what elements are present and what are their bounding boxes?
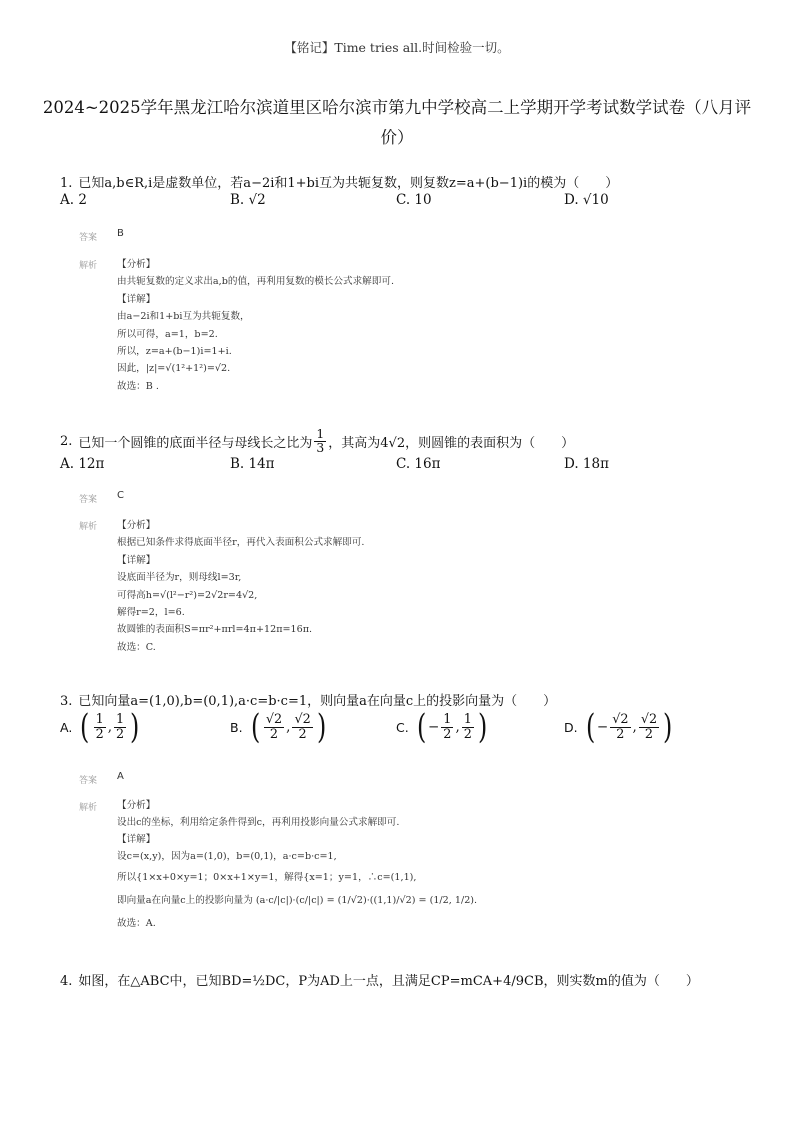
- solution-line: 可得高h=√(l²−r²)=2√2r=4√2,: [117, 589, 258, 601]
- analysis-label: 解析: [79, 261, 98, 271]
- question-text: 已知向量a=(1,0),b=(0,1),a·c=b·c=1，则向量a在向量c上的投影向量为（ ）: [78, 694, 557, 709]
- q2-option-b: B. 14π: [230, 456, 275, 472]
- q2-option-a: A. 12π: [60, 456, 105, 472]
- solution-line: 设c=(x,y)，因为a=(1,0)，b=(0,1)，a·c=b·c=1,: [117, 851, 337, 862]
- ratio-fraction: $\frac{1}{3}$: [316, 427, 325, 455]
- analysis-label: 解析: [79, 803, 98, 813]
- solution-line: 即向量a在向量c上的投影向量为 (a·c/|c|)·(c/|c|) = (1/√2)·((1,1)/√2) = (1/2, 1/2).: [117, 895, 478, 906]
- q1-option-b: B. √2: [230, 192, 266, 208]
- solution-line: 故选：A.: [117, 918, 156, 929]
- question-text: 已知a,b∈R,i是虚数单位，若a−2i和1+bi互为共轭复数，则复数z=a+(b−1)i的模为（ ）: [78, 176, 619, 191]
- q2-answer: C: [117, 490, 124, 501]
- solution-line: 根据已知条件求得底面半径r，再代入表面积公式求解即可.: [117, 537, 365, 549]
- question-number: 4.: [60, 974, 73, 989]
- question-1-stem: [60, 172, 618, 191]
- q2-option-c: C. 16π: [396, 456, 441, 472]
- answer-label: 答案: [79, 495, 98, 505]
- solution-line: 所以可得，a=1，b=2.: [117, 328, 218, 340]
- solution-line: 解得r=2，l=6.: [117, 607, 185, 619]
- q1-option-d: D. √10: [564, 192, 609, 208]
- analysis-label: 解析: [79, 522, 98, 532]
- q3-option-a: A. ( $\frac{1}{2}$ , $\frac{1}{2}$ ): [60, 707, 140, 747]
- q2-solution: [117, 517, 364, 656]
- solution-line: 【分析】: [117, 800, 156, 811]
- solution-line: 设出c的坐标，利用给定条件得到c，再利用投影向量公式求解即可.: [117, 817, 400, 828]
- q1-option-c: C. 10: [396, 192, 432, 208]
- solution-line: 设底面半径为r，则母线l=3r,: [117, 572, 242, 584]
- solution-line: 所以{1×x+0×y=1；0×x+1×y=1，解得{x=1；y=1，∴c=(1,1),: [117, 872, 417, 883]
- q1-option-a: A. 2: [60, 192, 87, 208]
- question-text: ，其高为4√2，则圆锥的表面积为（ ）: [328, 435, 575, 451]
- q1-answer: B: [117, 228, 124, 239]
- q3-option-b: B. ( $\frac{√2}{2}$ , $\frac{√2}{2}$ ): [230, 707, 327, 747]
- answer-label: 答案: [79, 776, 98, 786]
- solution-line: 所以，z=a+(b−1)i=1+i.: [117, 346, 232, 358]
- solution-line: 由a−2i和1+bi互为共轭复数，: [117, 311, 250, 323]
- answer-label: 答案: [79, 233, 98, 243]
- q3-answer: A: [117, 771, 124, 782]
- q2-option-d: D. 18π: [564, 456, 609, 472]
- q3-solution: [117, 797, 477, 932]
- q3-option-c: C. ( − $\frac{1}{2}$ , $\frac{1}{2}$ ): [396, 707, 488, 747]
- solution-line: 由共轭复数的定义求出a,b的值，再利用复数的模长公式求解即可.: [117, 276, 394, 288]
- question-number: 3.: [60, 694, 73, 709]
- motto-header: 【铭记】Time tries all.时间检验一切。: [284, 40, 510, 55]
- solution-line: 【分析】: [117, 259, 156, 270]
- solution-line: 故选：B .: [117, 380, 159, 392]
- question-number: 1.: [60, 176, 73, 191]
- q1-solution: [117, 256, 394, 395]
- solution-line: 故圆锥的表面积S=πr²+πrl=4π+12π=16π.: [117, 624, 313, 636]
- question-4-stem: [60, 970, 699, 989]
- solution-line: 【详解】: [117, 834, 156, 845]
- question-number: 2.: [60, 433, 73, 449]
- document-title: 2024~2025学年黑龙江哈尔滨道里区哈尔滨市第九中学校高二上学期开学考试数学试卷（八月评价）: [42, 98, 752, 147]
- solution-line: 【详解】: [117, 293, 156, 305]
- question-text: 如图，在△ABC中，已知BD=½DC，P为AD上一点，且满足CP=mCA+4/9CB，则实数m的值为（ ）: [78, 974, 699, 989]
- solution-line: 【详解】: [117, 554, 156, 566]
- solution-line: 【分析】: [117, 520, 156, 531]
- solution-line: 因此，|z|=√(1²+1²)=√2.: [117, 363, 231, 375]
- solution-line: 故选：C.: [117, 641, 156, 653]
- q3-option-d: D. ( − $\frac{√2}{2}$ , $\frac{√2}{2}$ ): [564, 707, 673, 747]
- question-text: 已知一个圆锥的底面半径与母线长之比为: [78, 435, 313, 451]
- question-2-stem: [60, 428, 574, 455]
